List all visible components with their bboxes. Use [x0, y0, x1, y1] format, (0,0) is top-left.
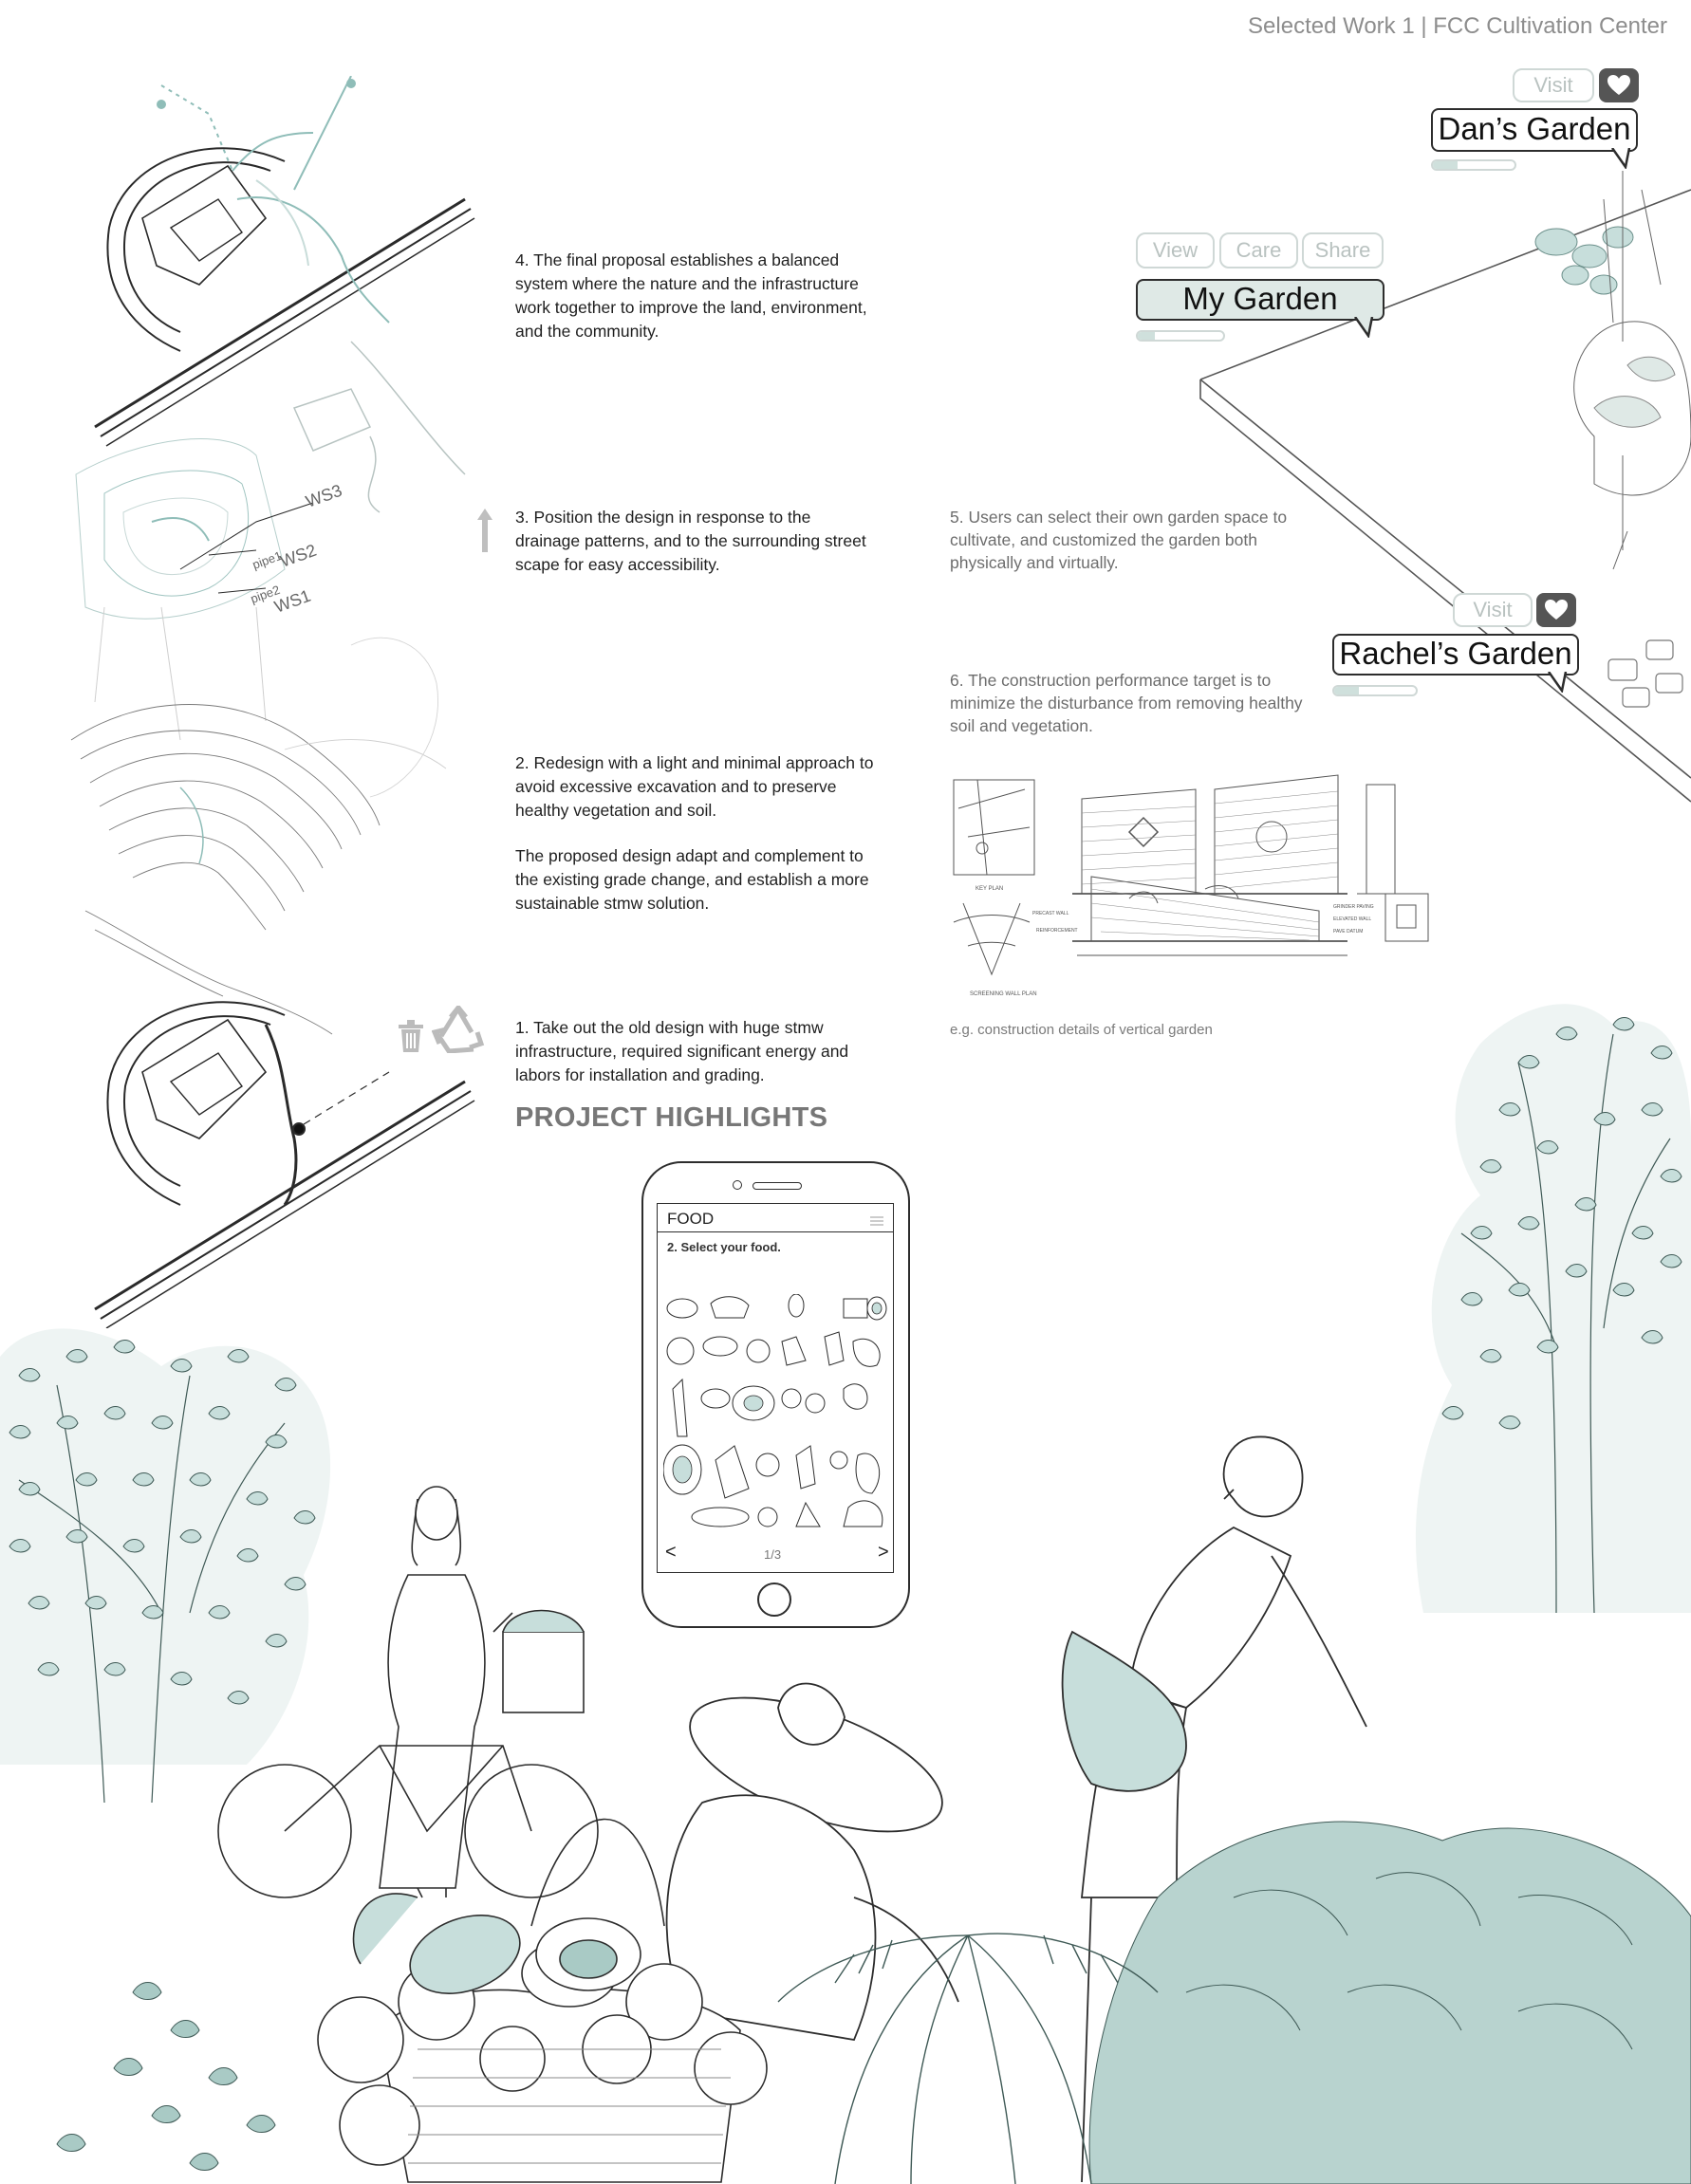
final-site-plan — [95, 148, 474, 446]
right-dense-bush — [1089, 1822, 1691, 2184]
phone-mockup — [641, 1161, 910, 1628]
garden-platform-illustration — [1196, 171, 1691, 873]
reinforcement-label: REINFORCEMENT — [1036, 928, 1078, 934]
my-garden-progress — [1136, 330, 1225, 342]
page-title: Selected Work 1 | FCC Cultivation Center — [1248, 13, 1667, 39]
heart-icon — [1607, 74, 1631, 97]
dans-garden-progress — [1431, 159, 1516, 171]
arrow-up-icon — [477, 509, 492, 552]
step-5-text: 5. Users can select their own garden space to cultivate, and customized the garden both physically and virtually. — [950, 508, 1288, 572]
phone-camera — [733, 1180, 742, 1190]
phone-home-button[interactable] — [757, 1582, 791, 1617]
ws2-label: WS2 — [277, 540, 320, 571]
step-6-text: 6. The construction performance target is to minimize the disturbance from removing healthy soil and vegetation. — [950, 671, 1303, 735]
dans-garden-like-button[interactable] — [1599, 68, 1639, 102]
step-2-detail-text: The proposed design adapt and complement to the existing grade change, and establish a more sustainable stmw solution. — [515, 846, 869, 913]
construction-caption: e.g. construction details of vertical garden — [950, 1022, 1213, 1038]
tab-care[interactable]: Care — [1219, 232, 1298, 268]
callout-pointer — [1353, 317, 1376, 338]
phone-screen — [657, 1203, 894, 1573]
right-shrub — [1416, 1004, 1691, 1613]
rachels-garden-label[interactable]: Rachel’s Garden — [1332, 634, 1579, 676]
grinder-paving-label: GRINDER PAVING — [1333, 904, 1374, 910]
heart-icon — [1544, 599, 1569, 621]
project-highlights-heading: PROJECT HIGHLIGHTS — [515, 1102, 828, 1133]
key-plan-label: KEY PLAN — [976, 886, 1004, 892]
pipe2-label: pipe2 — [248, 582, 282, 606]
phone-instruction: 2. Select your food. — [667, 1240, 781, 1254]
step-3-text: 3. Position the design in response to the drainage patterns, and to the surrounding street scape for easy accessibility. — [515, 508, 866, 574]
menu-icon[interactable] — [870, 1213, 883, 1223]
rachels-garden-like-button[interactable] — [1536, 593, 1576, 627]
step-1-text: 1. Take out the old design with huge stmw infrastructure, required significant energy and labors for installation and grading. — [515, 1018, 849, 1084]
my-garden-label[interactable]: My Garden — [1136, 279, 1384, 321]
pipe1-label: pipe1 — [250, 547, 284, 572]
ws3-label: WS3 — [303, 480, 345, 511]
ws1-label: WS1 — [271, 585, 314, 617]
step-4-text: 4. The final proposal establishes a balanced system where the nature and the infrastructure work together to improve the land, environment, and the community. — [515, 250, 867, 341]
bottom-left-foliage — [57, 1983, 275, 2171]
phone-page-indicator: 1/3 — [764, 1547, 782, 1562]
phone-speaker — [753, 1182, 802, 1190]
rachels-garden-visit-button[interactable]: Visit — [1453, 593, 1533, 627]
dans-garden-label[interactable]: Dan’s Garden — [1431, 108, 1638, 152]
drainage-paths — [158, 76, 389, 323]
step-2-text: 2. Redesign with a light and minimal approach to avoid excessive excavation and to preserve healthy vegetation and soil. — [515, 753, 874, 820]
tab-view[interactable]: View — [1136, 232, 1215, 268]
callout-pointer — [1610, 148, 1633, 169]
pave-datum-label: PAVE DATUM — [1333, 929, 1364, 935]
tab-share[interactable]: Share — [1302, 232, 1384, 268]
phone-next-button[interactable]: > — [878, 1542, 889, 1563]
elevated-wall-label: ELEVATED WALL — [1333, 916, 1372, 922]
screening-wall-label: SCREENING WALL PLAN — [970, 991, 1037, 997]
dans-garden-visit-button[interactable]: Visit — [1513, 68, 1594, 102]
rachels-garden-progress — [1332, 685, 1418, 696]
food-selection-grid[interactable] — [663, 1294, 887, 1531]
precast-wall-label: PRECAST WALL — [1032, 911, 1069, 916]
phone-prev-button[interactable]: < — [665, 1542, 677, 1563]
phone-screen-title: FOOD — [667, 1210, 715, 1228]
left-shrub — [0, 1328, 330, 1803]
callout-pointer — [1547, 672, 1570, 693]
